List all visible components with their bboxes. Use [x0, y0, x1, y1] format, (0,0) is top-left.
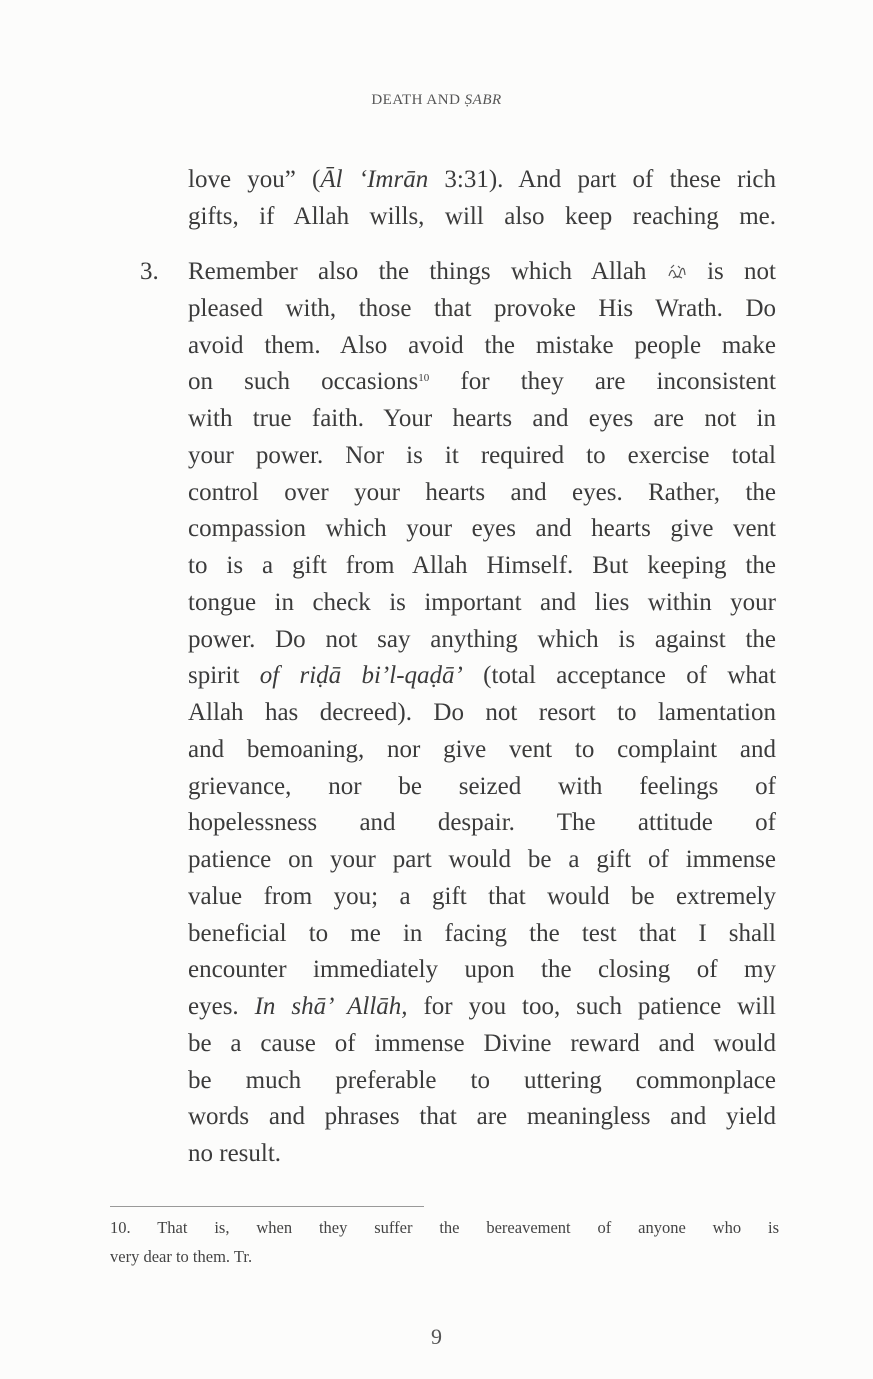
text-segment: encounter immediately upon the closing of my: [188, 956, 776, 984]
text-line: [188, 294, 776, 324]
text-segment: is not: [686, 258, 776, 285]
text-line: [188, 808, 776, 838]
text-segment: avoid them. Also avoid the mistake people make: [188, 331, 776, 359]
text-line: [188, 441, 776, 471]
text-line: [188, 1029, 776, 1059]
text-line: [188, 698, 776, 728]
text-line: [188, 882, 776, 912]
arabic-honorific-glyph-icon: [667, 258, 687, 276]
text-line: [188, 331, 776, 361]
text-segment: your power. Nor is it required to exercise total: [188, 441, 776, 469]
text-segment: pleased with, those that provoke His Wrath. Do: [188, 294, 776, 322]
text-line: [188, 257, 776, 287]
text-line: [188, 367, 776, 397]
page-number: 9: [431, 1324, 442, 1349]
text-line: [188, 551, 776, 581]
text-segment: (total acceptance of what: [462, 662, 776, 690]
text-segment: words and phrases that are meaningless and yield: [188, 1103, 776, 1131]
text-segment: hopelessness and despair. The attitude of: [188, 809, 776, 837]
italic-text: In shā’ Allāh,: [254, 993, 408, 1020]
text-segment: be a cause of immense Divine reward and would: [188, 1029, 776, 1057]
text-line: [188, 772, 776, 802]
text-segment: compassion which your eyes and hearts give vent: [188, 515, 776, 543]
list-number: 3.: [140, 258, 159, 285]
header-italic-text: ṢABR: [464, 92, 502, 108]
text-line: [188, 478, 776, 508]
text-segment: no result.: [188, 1140, 282, 1167]
header-text: DEATH AND: [371, 92, 465, 108]
text-line: [188, 1102, 776, 1132]
text-segment: eyes.: [188, 993, 255, 1020]
text-line: [188, 514, 776, 544]
text-segment: and bemoaning, nor give vent to complaint and: [188, 735, 776, 763]
text-segment: gifts, if Allah wills, will also keep reaching me.: [188, 202, 776, 230]
footnote-divider: [110, 1206, 424, 1207]
text-segment: Allah has decreed). Do not resort to lamentation: [188, 699, 776, 726]
text-segment: value from you; a gift that would be extremely: [188, 882, 776, 910]
footnote-line: very dear to them. Tr.: [110, 1247, 253, 1266]
text-segment: grievance, nor be seized with feelings of: [188, 772, 776, 800]
text-segment: 3:31). And part of these rich: [428, 166, 777, 193]
text-line: [188, 1139, 776, 1169]
text-segment: with true faith. Your hearts and eyes are not in: [188, 405, 776, 432]
footnote-reference: 10: [418, 372, 430, 385]
text-segment: power. Do not say anything which is against the: [188, 625, 776, 653]
text-line: [188, 588, 776, 618]
footnote-line: 10. That is, when they suffer the bereavement of anyone who is: [110, 1218, 779, 1237]
text-segment: love you” (: [188, 166, 321, 193]
text-line: [188, 404, 776, 434]
text-segment: patience on your part would be a gift of immense: [188, 846, 776, 873]
text-line: [188, 165, 776, 195]
text-segment: be much preferable to uttering commonplace: [188, 1066, 776, 1094]
text-line: [188, 735, 776, 765]
text-line: [188, 1066, 776, 1096]
text-segment: for you too, such patience will: [407, 993, 776, 1020]
text-segment: beneficial to me in facing the test that I shall: [188, 919, 776, 947]
italic-text: of riḍā bi’l-qaḍā’: [259, 662, 463, 690]
text-segment: control over your hearts and eyes. Rather, the: [188, 478, 776, 506]
text-segment: spirit: [188, 662, 260, 690]
text-segment: to is a gift from Allah Himself. But keeping the: [188, 552, 776, 579]
text-line: [188, 919, 776, 949]
text-line: [188, 845, 776, 875]
text-segment: Remember also the things which Allah: [188, 258, 667, 285]
text-segment: for they are inconsistent: [429, 368, 776, 396]
text-line: [188, 661, 776, 691]
running-header: [0, 92, 873, 109]
text-line: [188, 625, 776, 655]
text-segment: on such occasions: [188, 368, 419, 396]
text-line: [188, 992, 776, 1022]
text-line: [188, 955, 776, 985]
text-segment: tongue in check is important and lies within your: [188, 588, 776, 616]
italic-text: Āl ‘Imrān: [320, 166, 429, 193]
text-line: [188, 202, 776, 232]
